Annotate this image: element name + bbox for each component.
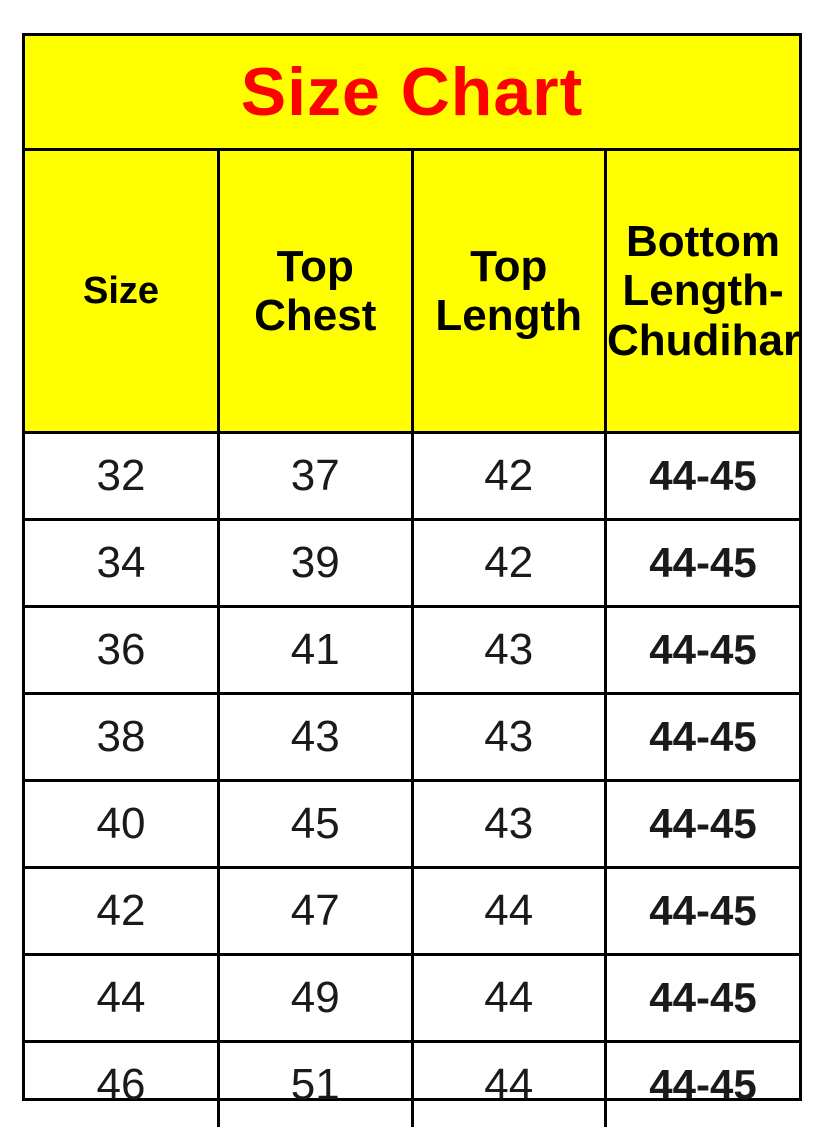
table-row — [25, 1042, 799, 1128]
column-header-top-length: Top Length — [412, 150, 606, 433]
cell-top-length: 42 — [412, 520, 606, 607]
cell-top-length: 43 — [412, 607, 606, 694]
cell-bottom-length: 44-45 — [606, 607, 800, 694]
cell-top-chest: 47 — [219, 868, 413, 955]
cell-bottom-length: 44-45 — [606, 1042, 800, 1128]
cell-size: 44 — [25, 955, 219, 1042]
table-row — [25, 607, 799, 694]
table-row — [25, 694, 799, 781]
cell-top-length: 44 — [412, 1042, 606, 1128]
cell-top-chest: 43 — [219, 694, 413, 781]
cell-top-chest: 37 — [219, 433, 413, 520]
cell-size: 40 — [25, 781, 219, 868]
cell-bottom-length: 44-45 — [606, 868, 800, 955]
table-row — [25, 433, 799, 520]
cell-bottom-length: 44-45 — [606, 520, 800, 607]
size-chart-table — [25, 36, 799, 1127]
cell-top-length: 42 — [412, 433, 606, 520]
size-chart-container — [22, 33, 802, 1109]
cell-size: 34 — [25, 520, 219, 607]
cell-bottom-length: 44-45 — [606, 781, 800, 868]
cell-top-chest: 39 — [219, 520, 413, 607]
cell-size: 32 — [25, 433, 219, 520]
table-row — [25, 955, 799, 1042]
cell-size: 36 — [25, 607, 219, 694]
cell-top-chest: 49 — [219, 955, 413, 1042]
column-header-bottom-length: Bottom Length-Chudihar — [606, 150, 800, 433]
cell-size: 46 — [25, 1042, 219, 1128]
table-row — [25, 868, 799, 955]
cell-bottom-length: 44-45 — [606, 433, 800, 520]
cell-top-length: 43 — [412, 694, 606, 781]
cell-top-length: 44 — [412, 868, 606, 955]
title-row — [25, 36, 799, 150]
table-row — [25, 520, 799, 607]
cell-top-chest: 51 — [219, 1042, 413, 1128]
table-row — [25, 781, 799, 868]
cell-top-length: 44 — [412, 955, 606, 1042]
cell-size: 38 — [25, 694, 219, 781]
cell-size: 42 — [25, 868, 219, 955]
column-header-top-chest: Top Chest — [219, 150, 413, 433]
cell-top-chest: 45 — [219, 781, 413, 868]
cell-top-length: 43 — [412, 781, 606, 868]
cell-bottom-length: 44-45 — [606, 955, 800, 1042]
table-header-row — [25, 150, 799, 433]
chart-title-cell — [25, 36, 799, 150]
column-header-size: Size — [25, 150, 219, 433]
page-title: Size Chart — [240, 54, 584, 130]
cell-top-chest: 41 — [219, 607, 413, 694]
cell-bottom-length: 44-45 — [606, 694, 800, 781]
